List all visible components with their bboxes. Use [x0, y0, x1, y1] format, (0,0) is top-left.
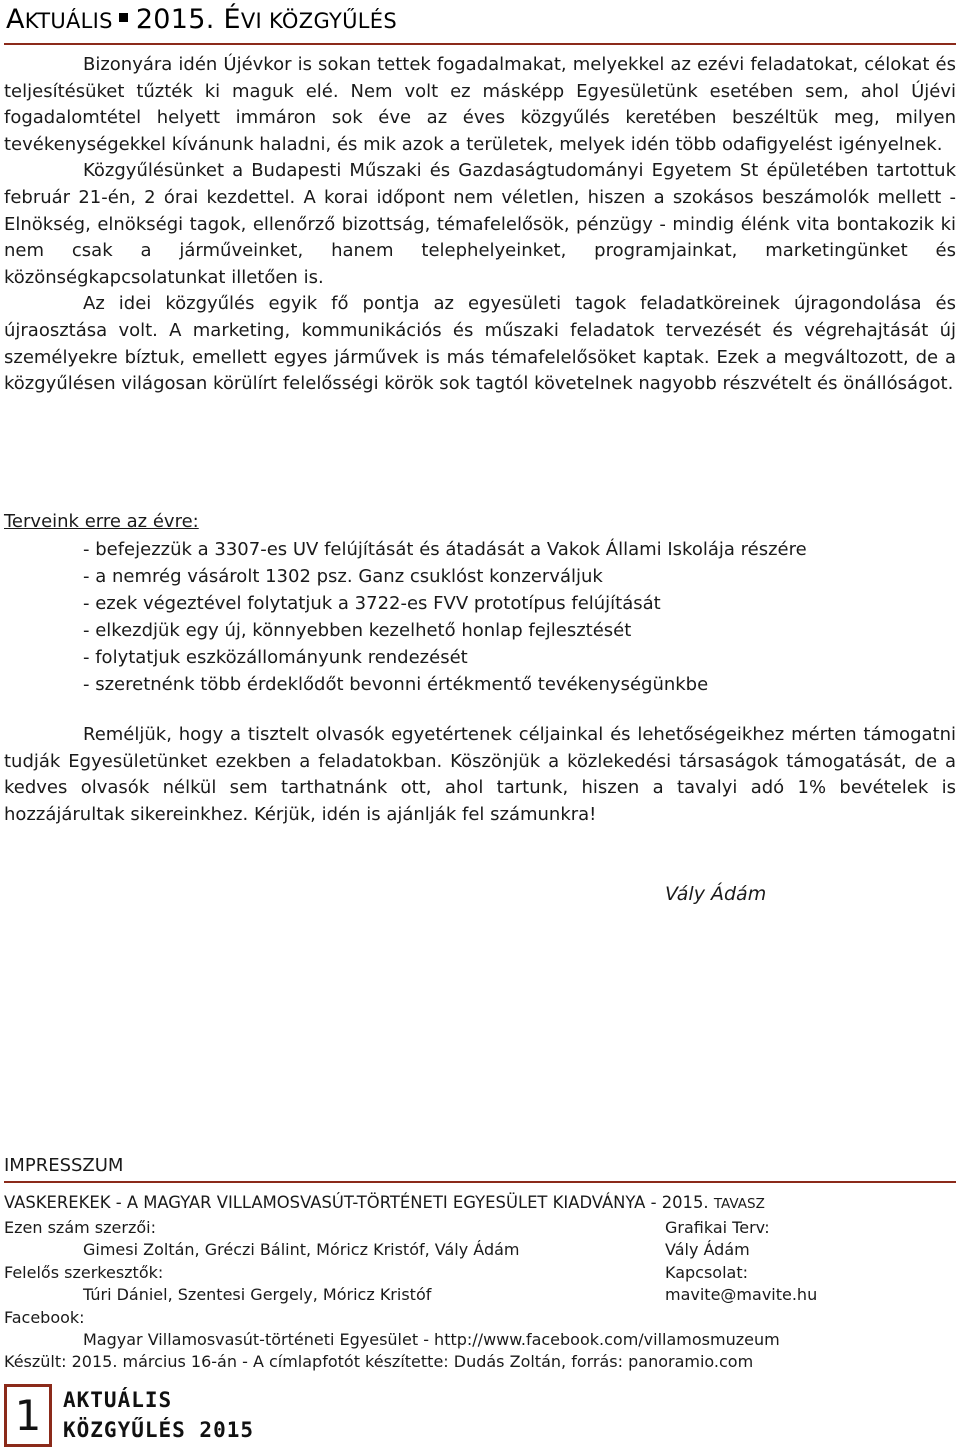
impressum-heading: IMPRESSZUM	[4, 1155, 124, 1176]
plan-item: - folytatjuk eszközállományunk rendezését	[83, 647, 468, 668]
facebook-label: Facebook:	[4, 1308, 85, 1327]
plan-item: - befejezzük a 3307-es UV felújítását és átadását a Vakok Állami Iskolája részére	[83, 539, 807, 560]
plan-item: - a nemrég vásárolt 1302 psz. Ganz csuklóst konzerváljuk	[83, 566, 603, 587]
footer-section-label: AKTUÁLIS	[63, 1388, 173, 1412]
publication-season: TAVASZ	[713, 1196, 765, 1212]
facebook-value: Magyar Villamosvasút-történeti Egyesület - http://www.facebook.com/villamosmuzeum	[83, 1330, 780, 1349]
signature: Vály Ádám	[665, 883, 767, 905]
plans-list	[83, 536, 943, 698]
contact-email-link[interactable]: mavite@mavite.hu	[665, 1285, 818, 1304]
impressum-publication	[4, 1191, 765, 1216]
impressum-divider	[4, 1181, 956, 1183]
closing-paragraph: Reméljük, hogy a tisztelt olvasók egyetértenek céljainkal és lehetőségeikhez mérten támogatni tudják Egyesületünket ezekben a feladatokban. Köszönjük a közlekedési társaságok támogatását, de a kedves olvasók nélkül sem tarthatnánk ott, ahol tartunk, hiszen a tavalyi adó 1% bevételek is hozzájárultak sikereinkhez. Kérjük, idén is ajánlják fel számunkra!	[4, 724, 956, 825]
title-divider	[4, 43, 956, 45]
title-e: É	[223, 4, 241, 35]
plan-item: - elkezdjük egy új, könnyebben kezelhető honlap fejlesztését	[83, 620, 632, 641]
plan-item: - szeretnénk több érdeklődőt bevonni értékmentő tevékenységünkbe	[83, 674, 709, 695]
design-label: Grafikai Terv:	[665, 1218, 770, 1237]
editors-label: Felelős szerkesztők:	[4, 1263, 164, 1282]
plans-title: Terveink erre az évre:	[4, 511, 199, 532]
title-separator-icon	[119, 13, 128, 22]
publication-name: VASKEREKEK - A MAGYAR VILLAMOSVASÚT-TÖRTÉNETI EGYESÜLET KIADVÁNYA - 2015.	[4, 1193, 709, 1212]
title-vi-kozgyules: VI KÖZGYŰLÉS	[240, 9, 397, 33]
title-a: A	[6, 4, 25, 35]
intro-paragraph-1: Bizonyára idén Újévkor is sokan tettek fogadalmakat, melyekkel az ezévi feladatokat, célokat és teljesítésüket tűzték ki maguk elé. Nem volt ez másképp Egyesületünk esetében sem, ahol Újévi fogadalomtétel helyett immáron sok éve az éves közgyűlés keretében beszéltük meg, milyen tevékenységekkel kívánunk haladni, és mik azok a területek, melyek idén több odafigyelést igényelnek.	[4, 54, 956, 155]
intro-paragraph-3: Az idei közgyűlés egyik fő pontja az egyesületi tagok feladatköreinek újragondolása és újraosztása volt. A marketing, kommunikációs és műszaki feladatok tervezését és végrehajtását új személyekre bíztuk, emellett egyes járművek is más témafelelősöket kaptak. Ezek a megváltozott, de a közgyűlésen világosan körülírt felelősségi körök sok tagtól követelnek nagyobb részvételt és önállóságot.	[4, 293, 956, 395]
contact-label: Kapcsolat:	[665, 1263, 749, 1282]
title-year: 2015.	[135, 4, 215, 35]
article-body	[4, 52, 956, 398]
made-line: Készült: 2015. március 16-án - A címlapfotót készítette: Dudás Zoltán, forrás: panoramio.com	[4, 1352, 754, 1371]
authors-label: Ezen szám szerzői:	[4, 1218, 156, 1237]
page-title	[6, 2, 954, 39]
authors-value: Gimesi Zoltán, Gréczi Bálint, Móricz Kristóf, Vály Ádám	[83, 1240, 520, 1259]
page-number-box	[4, 1384, 52, 1447]
editors-value: Túri Dániel, Szentesi Gergely, Móricz Kristóf	[83, 1285, 432, 1304]
title-ktualis: KTUÁLIS	[24, 9, 113, 33]
page-number: 1	[14, 1391, 42, 1440]
design-value: Vály Ádám	[665, 1240, 750, 1259]
footer-event-label: KÖZGYŰLÉS 2015	[63, 1418, 255, 1442]
intro-paragraph-2: Közgyűlésünket a Budapesti Műszaki és Gazdaságtudományi Egyetem St épületében tartottuk február 21-én, 2 órai kezdettel. A korai időpont nem véletlen, hiszen a szokásos beszámolók mellett - Elnökség, elnökségi tagok, ellenőrző bizottság, témafelelősök, pénzügy - mindig élénk vita bontakozik ki nem csak a járműveinket, hanem telephelyeinket, programjainkat, marketingünket és közönségkapcsolatunkat illetően is.	[4, 160, 956, 288]
plan-item: - ezek végeztével folytatjuk a 3722-es FVV prototípus felújítását	[83, 593, 661, 614]
